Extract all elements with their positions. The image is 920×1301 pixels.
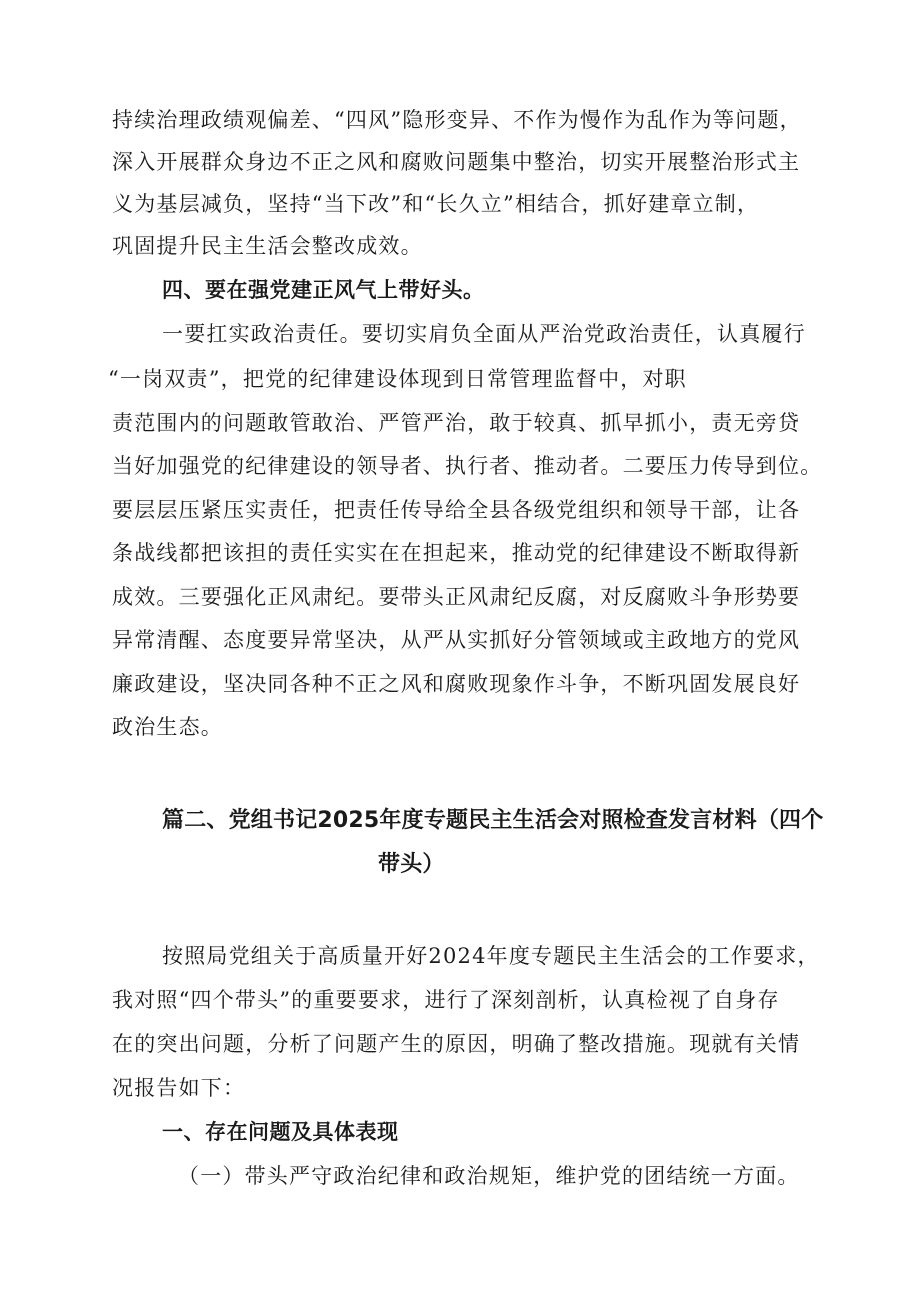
paragraph-line: 成效。三要强化正风肃纪。要带头正风肃纪反腐，对反腐败斗争形势要 — [112, 585, 801, 609]
paragraph-line: 我对照“四个带头”的重要要求，进行了深刻剖析，认真检视了自身存 — [112, 988, 780, 1012]
paragraph-line: “一岗双责”，把党的纪律建设体现到日常管理监督中，对职 — [108, 367, 687, 391]
paragraph-line: 要层层压紧压实责任，把责任传导给全县各级党组织和领导干部，让各 — [112, 498, 801, 522]
paragraph-line: 深入开展群众身边不正之风和腐败问题集中整治，切实开展整治形式主 — [112, 150, 801, 174]
section-heading: 一、存在问题及具体表现 — [162, 1120, 399, 1144]
paragraph-line: 巩固提升民主生活会整改成效。 — [112, 234, 423, 258]
paragraph-line: 持续治理政绩观偏差、“四风”隐形变异、不作为慢作为乱作为等问题， — [112, 108, 802, 132]
sub-heading: （一）带头严守政治纪律和政治规矩，维护党的团结统一方面。 — [178, 1164, 800, 1188]
paragraph-line: 况报告如下： — [112, 1076, 246, 1100]
paragraph-line: 廉政建设，坚决同各种不正之风和腐败现象作斗争，不断巩固发展良好 — [112, 672, 801, 696]
paragraph-line: 按照局党组关于高质量开好2024年度专题民主生活会的工作要求， — [162, 944, 820, 968]
paragraph-line: 在的突出问题，分析了问题产生的原因，明确了整改措施。现就有关情 — [112, 1032, 801, 1056]
article-title-continued: 带头） — [378, 852, 445, 877]
paragraph-line: 异常清醒、态度要异常坚决，从严从实抓好分管领域或主政地方的党风 — [112, 628, 801, 652]
paragraph-line: 责范围内的问题敢管敢治、严管严治，敢于较真、抓早抓小，责无旁贷 — [112, 411, 801, 435]
paragraph-line: 当好加强党的纪律建设的领导者、执行者、推动者。二要压力传导到位。 — [112, 454, 823, 478]
paragraph-line: 一要扛实政治责任。要切实肩负全面从严治党政治责任，认真履行 — [162, 322, 806, 346]
paragraph-line: 政治生态。 — [112, 715, 223, 739]
section-heading: 四、要在强党建正风气上带好头。 — [162, 278, 485, 302]
paragraph-line: 条战线都把该担的责任实实在在担起来，推动党的纪律建设不断取得新 — [112, 541, 801, 565]
paragraph-line: 义为基层减负，坚持“当下改”和“长久立”相结合，抓好建章立制， — [112, 192, 760, 216]
article-title: 篇二、党组书记2025年度专题民主生活会对照检查发言材料（四个 — [162, 808, 824, 833]
